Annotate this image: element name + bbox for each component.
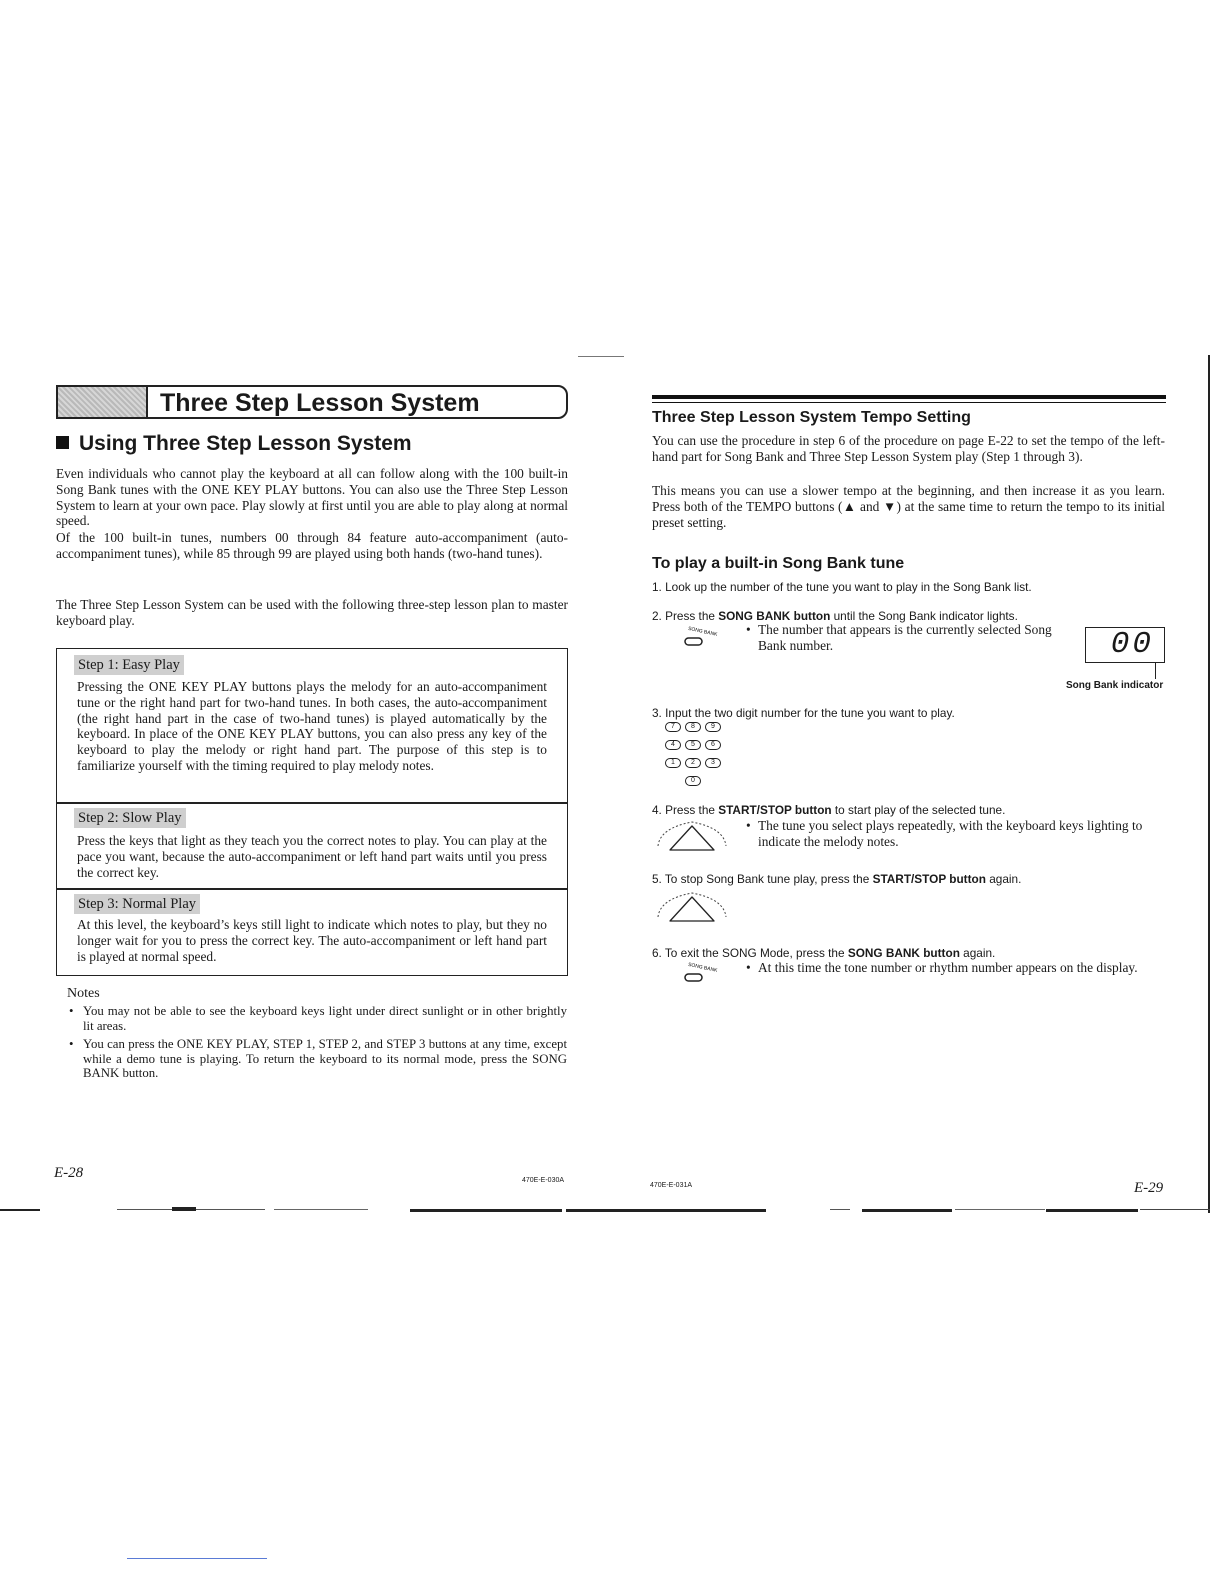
procedure-step-2 bbox=[652, 609, 1018, 623]
tempo-heading: Three Step Lesson System Tempo Setting bbox=[652, 409, 971, 426]
bullet-dot: • bbox=[746, 818, 751, 833]
procedure-step-5 bbox=[652, 872, 1021, 886]
step-2-label: Step 2: Slow Play bbox=[74, 808, 186, 828]
bullet-dot: • bbox=[746, 622, 751, 637]
key-2: 2 bbox=[685, 758, 701, 768]
binding-line bbox=[830, 1209, 850, 1210]
step-text: 4. Press the bbox=[652, 803, 719, 817]
note-item: • You can press the ONE KEY PLAY, STEP 1, STEP 2, and STEP 3 buttons at any time, except while a demo tune is playing. To return the keyboard to its normal mode, press the SONG BANK button. bbox=[67, 1037, 567, 1081]
step-3-text: At this level, the keyboard’s keys still light to indicate which notes to play, but they no longer wait for you to press the correct key. The auto-accompaniment or left hand part is played at normal speed. bbox=[77, 917, 547, 964]
binding-line bbox=[566, 1209, 766, 1212]
crop-mark bbox=[578, 356, 624, 357]
indicator-pointer bbox=[1155, 663, 1156, 679]
header-shade bbox=[58, 387, 146, 417]
step-text: again. bbox=[959, 946, 996, 960]
step-text: 2. Press the bbox=[652, 609, 719, 623]
square-bullet-icon bbox=[56, 436, 69, 449]
key-3: 3 bbox=[705, 758, 721, 768]
song-bank-indicator-label: Song Bank indicator bbox=[1066, 680, 1164, 691]
notes-title: Notes bbox=[67, 986, 100, 1001]
binding-line bbox=[172, 1207, 196, 1211]
procedure-step-6 bbox=[652, 946, 995, 960]
start-stop-button-icon bbox=[648, 814, 736, 856]
key-9: 9 bbox=[705, 722, 721, 732]
bullet-text: The tune you select plays repeatedly, with the keyboard keys lighting to indicate the melody notes. bbox=[758, 818, 1143, 849]
binding-line bbox=[1046, 1209, 1138, 1212]
step-text: 5. To stop Song Bank tune play, press the bbox=[652, 872, 873, 886]
key-4: 4 bbox=[665, 740, 681, 750]
step-divider bbox=[57, 888, 567, 890]
intro-paragraph-3: The Three Step Lesson System can be used with the following three-step lesson plan to master keyboard play. bbox=[56, 597, 568, 628]
section-header bbox=[56, 385, 568, 419]
svg-text:SONG BANK: SONG BANK bbox=[687, 961, 718, 974]
intro-paragraph-2: Of the 100 built-in tunes, numbers 00 through 84 feature auto-accompaniment (auto-accompaniment tunes), while 85 through 99 are played using both hands (two-hand tunes). bbox=[56, 530, 568, 561]
binding-line bbox=[955, 1209, 1045, 1210]
binding-line bbox=[1140, 1209, 1210, 1210]
section-heading-text: Using Three Step Lesson System bbox=[79, 432, 412, 455]
binding-line bbox=[0, 1209, 40, 1211]
notes-list bbox=[67, 1004, 567, 1085]
step-text: until the Song Bank indicator lights. bbox=[830, 609, 1018, 623]
key-8: 8 bbox=[685, 722, 701, 732]
song-bank-button-icon bbox=[674, 960, 718, 990]
top-rule-thin bbox=[652, 402, 1166, 403]
key-5: 5 bbox=[685, 740, 701, 750]
lcd-display: 00 bbox=[1085, 627, 1165, 663]
header-divider bbox=[146, 387, 148, 417]
bullet-dot: • bbox=[746, 960, 751, 975]
step-2-text: Press the keys that light as they teach you the correct notes to play. You can play at the pace you want, because the auto-accompaniment or left hand part waits until you press the correct key. bbox=[77, 833, 547, 880]
underline-artifact bbox=[127, 1558, 267, 1559]
step-text: again. bbox=[985, 872, 1022, 886]
svg-text:SONG BANK: SONG BANK bbox=[687, 625, 718, 638]
section-heading bbox=[56, 432, 412, 456]
procedure-step-3: 3. Input the two digit number for the tune you want to play. bbox=[652, 706, 955, 720]
step-1-label: Step 1: Easy Play bbox=[74, 655, 184, 675]
tempo-paragraph-2: This means you can use a slower tempo at the beginning, and then increase it as you learn. Press both of the TEMPO buttons (▲ and ▼) at the same time to return the tempo to its initial preset setting. bbox=[652, 483, 1165, 530]
step-1-text: Pressing the ONE KEY PLAY buttons plays the melody for an auto-accompaniment tune or the right hand part for two-hand tunes. In both cases, the auto-accompaniment (the right hand part in the case of two-hand tunes) is played automatically by the keyboard. In place of the ONE KEY PLAY buttons, you can also press any key of the keyboard to play the melody or right hand part. The purpose of this step is to familiarize yourself with the timing required to play melody notes. bbox=[77, 679, 547, 773]
binding-line bbox=[862, 1209, 952, 1212]
crop-mark bbox=[1208, 355, 1210, 1213]
bullet-text: At this time the tone number or rhythm number appears on the display. bbox=[758, 960, 1138, 975]
step-3-label: Step 3: Normal Play bbox=[74, 894, 200, 914]
page-number-right: E-29 bbox=[1134, 1180, 1164, 1196]
procedure-step-1: 1. Look up the number of the tune you want to play in the Song Bank list. bbox=[652, 580, 1032, 594]
step-button-name: START/STOP button bbox=[872, 872, 986, 886]
binding-line bbox=[410, 1209, 562, 1212]
note-item: • You may not be able to see the keyboard keys light under direct sunlight or in other brightly lit areas. bbox=[67, 1004, 567, 1033]
step-text: 6. To exit the SONG Mode, press the bbox=[652, 946, 848, 960]
intro-paragraph-1: Even individuals who cannot play the keyboard at all can follow along with the 100 built-in Song Bank tunes with the ONE KEY PLAY buttons. You can also use the Three Step Lesson System to learn at your own pace. Play slowly at first until you are able to play along at normal speed. bbox=[56, 466, 568, 529]
key-1: 1 bbox=[665, 758, 681, 768]
key-6: 6 bbox=[705, 740, 721, 750]
key-7: 7 bbox=[665, 722, 681, 732]
play-heading: To play a built-in Song Bank tune bbox=[652, 555, 905, 572]
step-button-name: START/STOP button bbox=[718, 803, 832, 817]
song-bank-button-icon bbox=[674, 624, 718, 654]
step-button-name: SONG BANK button bbox=[718, 609, 831, 623]
step-4-bullet bbox=[746, 818, 1166, 850]
step-button-name: SONG BANK button bbox=[847, 946, 960, 960]
steps-box bbox=[56, 648, 568, 976]
page-number-left: E-28 bbox=[54, 1165, 84, 1181]
page-title: Three Step Lesson System bbox=[160, 389, 480, 417]
bullet-text: The number that appears is the currently selected Song Bank number. bbox=[758, 622, 1052, 653]
binding-line bbox=[274, 1209, 368, 1210]
step-divider bbox=[57, 802, 567, 804]
tempo-paragraph-1: You can use the procedure in step 6 of the procedure on page E-22 to set the tempo of the left-hand part for Song Bank and Three Step Lesson System play (Step 1 through 3). bbox=[652, 433, 1165, 464]
doc-code-right: 470E-E-031A bbox=[650, 1182, 693, 1189]
start-stop-button-icon bbox=[648, 885, 736, 927]
step-6-bullet bbox=[746, 960, 1166, 976]
doc-code-left: 470E-E-030A bbox=[522, 1177, 565, 1184]
step-2-bullet bbox=[746, 622, 1068, 654]
key-0: 0 bbox=[685, 776, 701, 786]
top-rule bbox=[652, 395, 1166, 399]
step-text: to start play of the selected tune. bbox=[831, 803, 1006, 817]
